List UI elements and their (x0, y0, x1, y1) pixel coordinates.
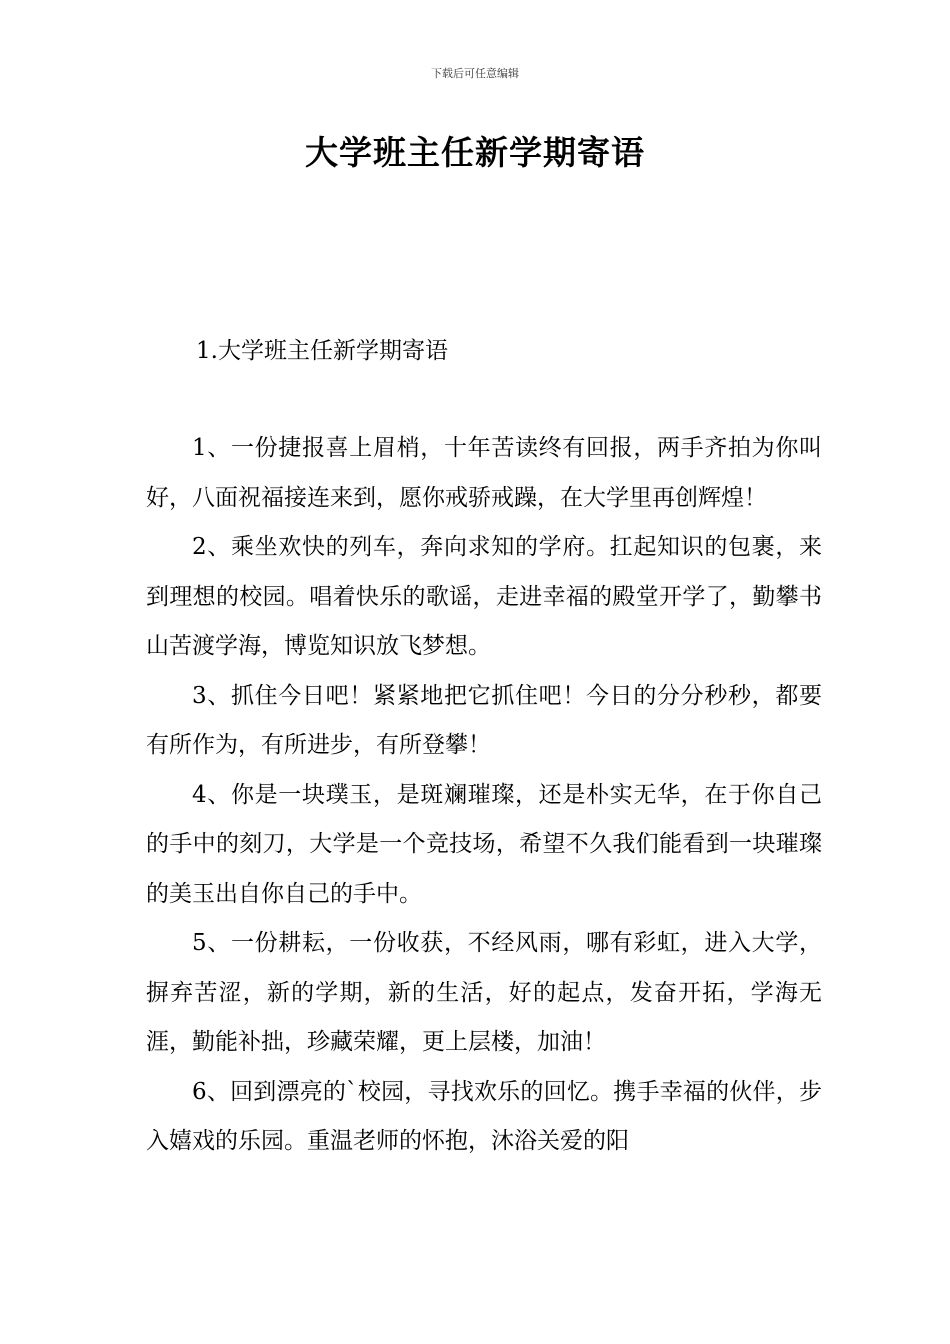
header-note: 下载后可任意编辑 (431, 67, 519, 80)
paragraph-2: 2、乘坐欢快的列车，奔向求知的学府。扛起知识的包裹，来到理想的校园。唱着快乐的歌谣，走进幸福的殿堂开学了，勤攀书山苦渡学海，博览知识放飞梦想。 (146, 534, 822, 659)
paragraph-4: 4、你是一块璞玉，是斑斓璀璨，还是朴实无华，在于你自己的手中的刻刀，大学是一个竞技场，希望不久我们能看到一块璀璨的美玉出自你自己的手中。 (146, 781, 822, 907)
paragraph-5: 5、一份耕耘，一份收获，不经风雨，哪有彩虹，进入大学，摒弃苦涩，新的学期，新的生活，好的起点，发奋开拓，学海无涯，勤能补拙，珍藏荣耀，更上层楼，加油！ (146, 930, 822, 1055)
paragraph-3: 3、抓住今日吧！紧紧地把它抓住吧！今日的分分秒秒，都要有所作为，有所进步，有所登攀！ (146, 682, 822, 758)
paragraph-6: 6、回到漂亮的`校园，寻找欢乐的回忆。携手幸福的伙伴，步入嬉戏的乐园。重温老师的怀抱，沐浴关爱的阳 (146, 1078, 822, 1154)
paragraph-1: 1、一份捷报喜上眉梢，十年苦读终有回报，两手齐拍为你叫好，八面祝福接连来到，愿你戒骄戒躁，在大学里再创辉煌！ (146, 435, 822, 511)
section-heading: 1.大学班主任新学期寄语 (196, 338, 448, 364)
body-text (146, 424, 822, 1167)
document-title: 大学班主任新学期寄语 (305, 133, 645, 172)
